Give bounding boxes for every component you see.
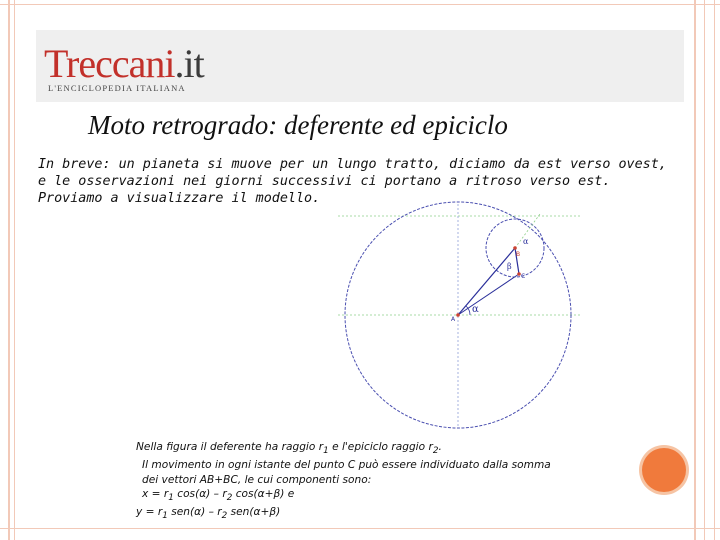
eq-x-sub-1: 1 — [168, 492, 174, 503]
caption-line-1-text: Nella figura il deferente ha raggio r — [136, 441, 324, 453]
frame-line-top — [0, 4, 720, 5]
frame-line-left-2 — [14, 0, 15, 540]
intro-line-2: e le osservazioni nei giorni successivi ci portano a ritroso verso est. — [38, 174, 611, 189]
eq-y-part-b: sen(α) – r — [167, 506, 222, 519]
subscript-r2: 2 — [432, 446, 439, 457]
subscript-r1: 1 — [323, 446, 329, 457]
frame-line-right-2 — [704, 0, 705, 540]
eq-x-part-b: cos(α) – r — [173, 487, 227, 500]
frame-line-left-1 — [8, 0, 10, 540]
slide-nav-circle[interactable] — [642, 448, 686, 492]
eq-y-part-c: sen(α+β) — [227, 506, 281, 519]
treccani-logo[interactable] — [44, 41, 204, 86]
frame-line-right-3 — [714, 0, 715, 540]
equation-y — [136, 505, 656, 523]
caption-line-2: Il movimento in ogni istante del punto C può essere individuato dalla somma — [142, 459, 551, 472]
intro-line-1: In breve: un pianeta si muove per un lungo tratto, diciamo da est verso ovest, — [38, 157, 667, 172]
logo-subtitle: L'ENCICLOPEDIA ITALIANA — [48, 83, 186, 93]
caption-line-3: dei vettori AB+BC, le cui componenti sono: — [142, 473, 372, 486]
label-point-c: C — [521, 273, 526, 280]
eq-x-sub-2: 2 — [226, 492, 233, 503]
point-a-marker — [456, 313, 460, 317]
eq-y-sub-1: 1 — [162, 511, 168, 522]
frame-line-bottom — [0, 528, 720, 529]
eq-x-part-c: cos(α+β) e — [232, 487, 295, 500]
point-b-marker — [513, 246, 517, 250]
frame-line-right-1 — [694, 0, 696, 540]
intro-line-3: Proviamo a visualizzare il modello. — [38, 191, 321, 206]
caption-line-1 — [136, 440, 656, 458]
label-point-a: A — [451, 316, 456, 323]
diagram-background — [330, 200, 592, 432]
formula-caption — [136, 440, 656, 523]
eq-x-part-a: x = r — [142, 487, 169, 500]
eq-y-part-a: y = r — [136, 506, 163, 519]
header-banner — [36, 30, 684, 102]
caption-line-1-end: . — [438, 441, 442, 453]
caption-line-1-mid: e l'epiciclo raggio r — [328, 441, 433, 453]
logo-name: Treccani — [44, 41, 175, 86]
deferent-epicycle-diagram — [330, 200, 592, 432]
label-beta: β — [507, 262, 512, 271]
equation-x — [136, 487, 656, 505]
label-alpha-epicycle: α — [523, 237, 529, 246]
slide-title: Moto retrogrado: deferente ed epiciclo — [88, 110, 508, 140]
logo-tld: .it — [174, 41, 204, 86]
label-point-b: B — [516, 251, 521, 258]
label-alpha: α — [472, 304, 479, 315]
eq-y-sub-2: 2 — [221, 511, 228, 522]
